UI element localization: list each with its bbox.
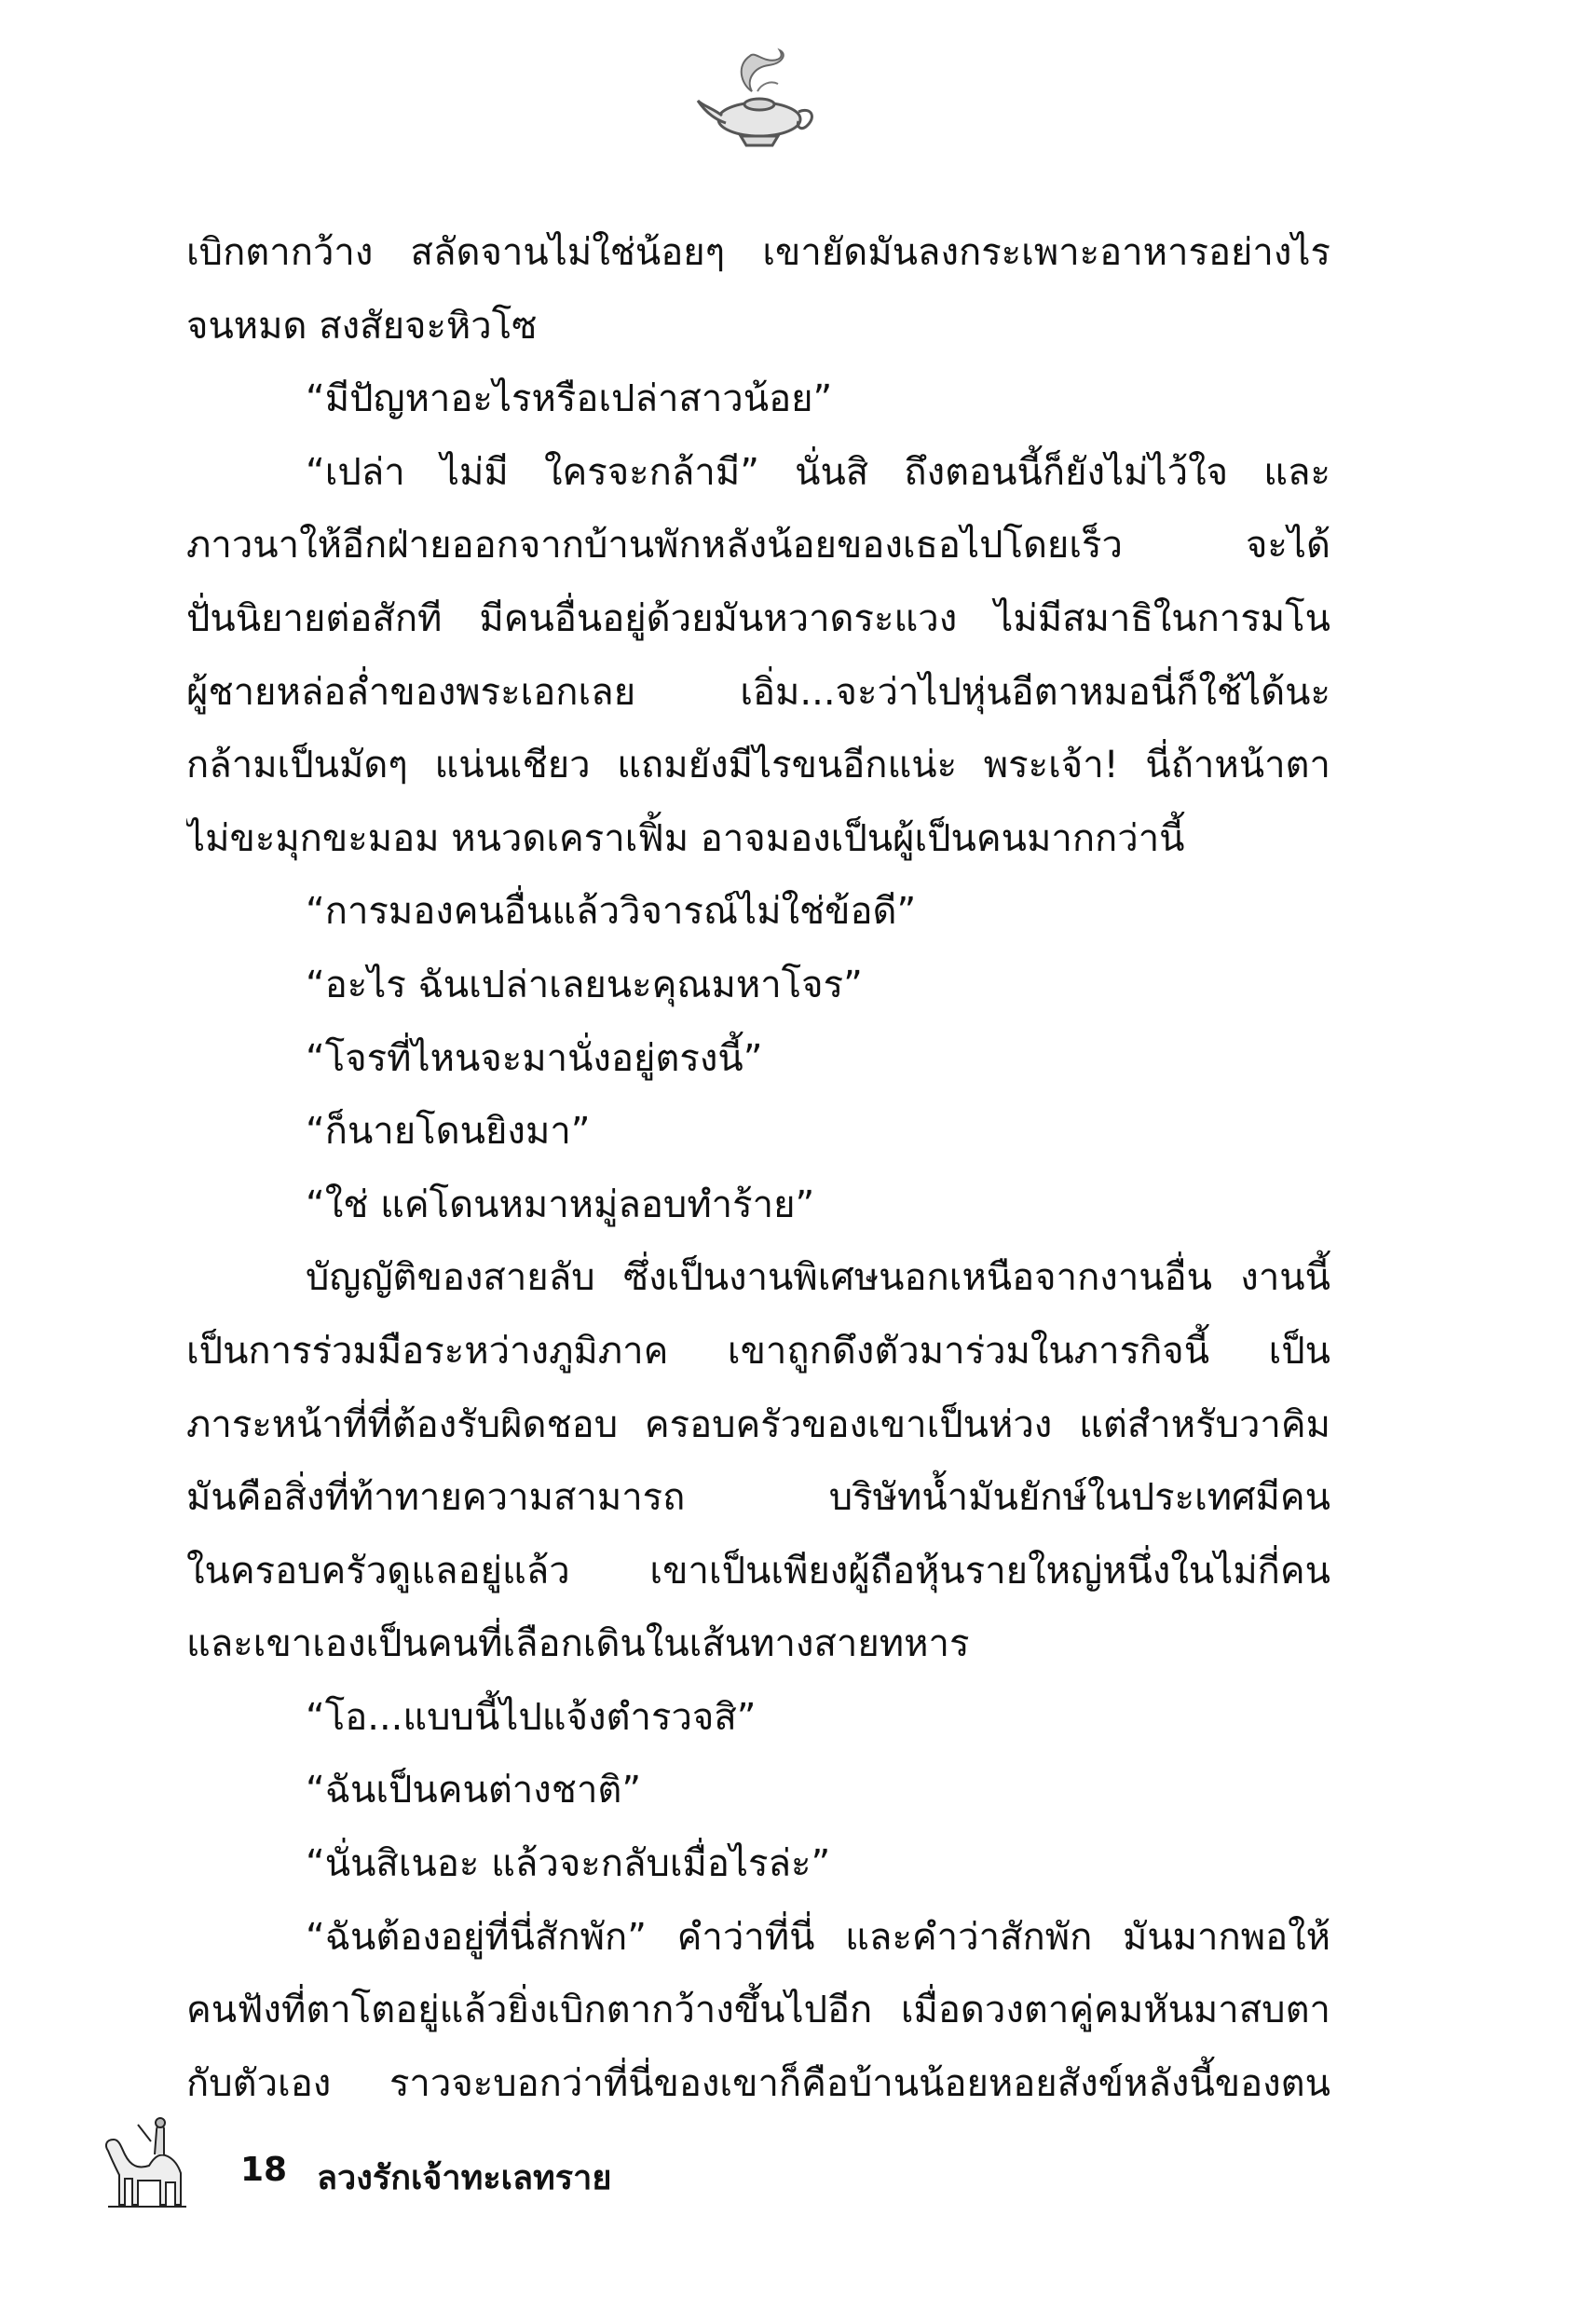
text-line: เบิกตากว้าง สลัดจานไม่ใช่น้อยๆ เขายัดมันลงกระเพาะอาหารอย่างไร (186, 231, 1330, 274)
text-line: “นั่นสิเนอะ แล้วจะกลับเมื่อไรล่ะ” (306, 1842, 831, 1886)
text-line: “เปล่า ไม่มี ใครจะกล้ามี” นั่นสิ ถึงตอนนี้ก็ยังไม่ไว้ใจ และ (306, 450, 1330, 494)
text-line: “ฉันเป็นคนต่างชาติ” (306, 1769, 642, 1812)
text-line: กับตัวเอง ราวจะบอกว่าที่นี่ของเขาก็คือบ้านน้อยหอยสังข์หลังนี้ของตน (186, 2061, 1330, 2105)
genie-lamp-icon (694, 47, 825, 158)
text-line: ภาวนาให้อีกฝ่ายออกจากบ้านพักหลังน้อยของเธอไปโดยเร็ว จะได้ (186, 524, 1330, 567)
page-number: 18 (240, 2151, 288, 2189)
text-line: “การมองคนอื่นแล้ววิจารณ์ไม่ใช่ข้อดี” (306, 890, 917, 934)
text-line: “มีปัญหาอะไรหรือเปล่าสาวน้อย” (306, 377, 833, 421)
text-line: ปั่นนิยายต่อสักที มีคนอื่นอยู่ด้วยมันหวาดระแวง ไม่มีสมาธิในการมโน (186, 596, 1330, 640)
text-line: กล้ามเป็นมัดๆ แน่นเชียว แถมยังมีไรขนอีกแน่ะ พระเจ้า! นี่ถ้าหน้าตา (186, 744, 1330, 787)
text-line: “ก็นายโดนยิงมา” (306, 1110, 591, 1154)
page-footer (101, 2113, 753, 2216)
text-line: “อะไร ฉันเปล่าเลยนะคุณมหาโจร” (306, 963, 863, 1006)
camel-rider-icon (101, 2113, 194, 2212)
text-line: มันคือสิ่งที่ท้าทายความสามารถ บริษัทน้ำมันยักษ์ในประเทศมีคน (186, 1476, 1330, 1520)
text-line: “โจรที่ไหนจะมานั่งอยู่ตรงนี้” (306, 1036, 763, 1080)
text-line: ในครอบครัวดูแลอยู่แล้ว เขาเป็นเพียงผู้ถือหุ้นรายใหญ่หนึ่งในไม่กี่คน (186, 1549, 1330, 1593)
text-line: จนหมด สงสัยจะหิวโซ (186, 304, 538, 348)
text-line: ผู้ชายหล่อล่ำของพระเอกเลย เอิ่ม...จะว่าไปหุ่นอีตาหมอนี่ก็ใช้ได้นะ (186, 670, 1330, 714)
text-line: บัญญัติของสายลับ ซึ่งเป็นงานพิเศษนอกเหนือจากงานอื่น งานนี้ (306, 1256, 1330, 1300)
text-line: “โอ...แบบนี้ไปแจ้งตำรวจสิ” (306, 1695, 757, 1739)
text-line: “ใช่ แค่โดนหมาหมู่ลอบทำร้าย” (306, 1183, 815, 1226)
text-line: และเขาเองเป็นคนที่เลือกเดินในเส้นทางสายทหาร (186, 1622, 970, 1666)
text-line: เป็นการร่วมมือระหว่างภูมิภาค เขาถูกดึงตัวมาร่วมในภารกิจนี้ เป็น (186, 1329, 1330, 1373)
text-line: คนฟังที่ตาโตอยู่แล้วยิ่งเบิกตากว้างขึ้นไปอีก เมื่อดวงตาคู่คมหันมาสบตา (186, 1989, 1330, 2032)
book-title: ลวงรักเจ้าทะเลทราย (317, 2159, 612, 2197)
text-line: ไม่ขะมุกขะมอม หนวดเคราเฟิ้ม อาจมองเป็นผู้เป็นคนมากกว่านี้ (186, 816, 1185, 860)
text-line: “ฉันต้องอยู่ที่นี่สักพัก” คำว่าที่นี่ และคำว่าสักพัก มันมากพอให้ (306, 1915, 1330, 1959)
body-text (186, 216, 1330, 2120)
text-line: ภาระหน้าที่ที่ต้องรับผิดชอบ ครอบครัวของเขาเป็นห่วง แต่สำหรับวาคิม (186, 1402, 1330, 1446)
